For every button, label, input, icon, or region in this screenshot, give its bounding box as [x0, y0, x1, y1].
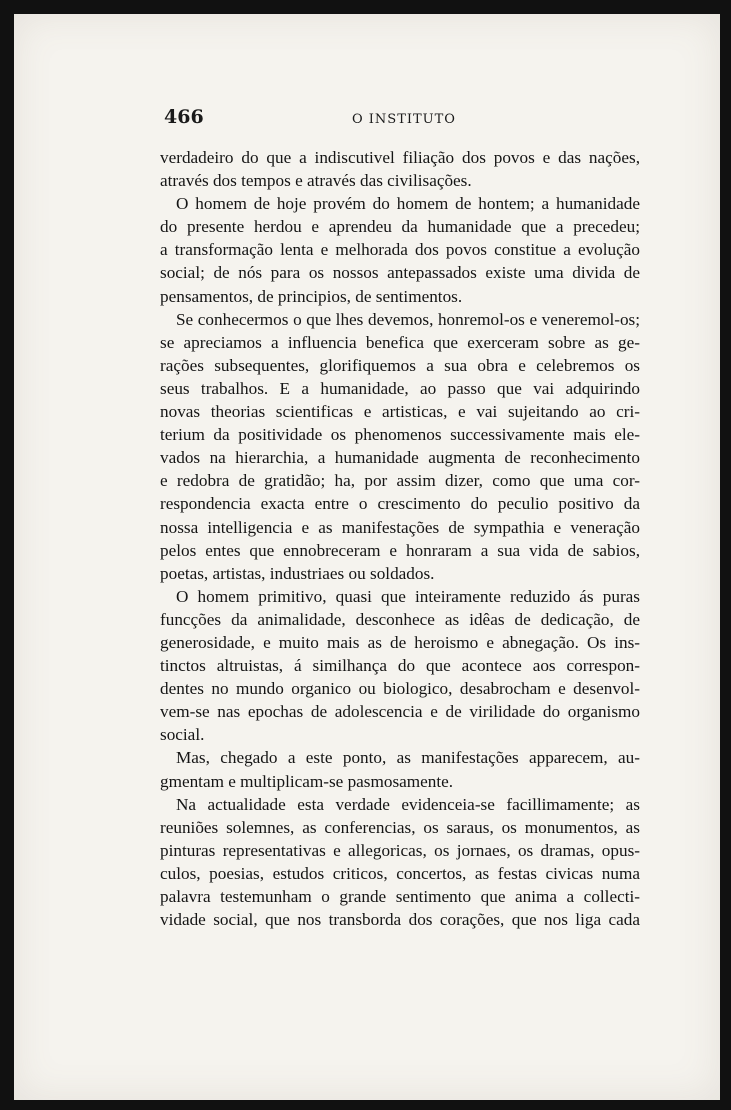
text-line: seus trabalhos. E a humanidade, ao passo que vai adquirindo — [160, 378, 640, 398]
text-line: tinctos altruistas, á similhança do que acontece aos correspon- — [160, 656, 640, 676]
text-line: O homem primitivo, quasi que inteiramente reduzido ás puras — [176, 586, 640, 606]
text-line: terium da positividade os phenomenos successivamente mais ele- — [160, 425, 640, 445]
text-line: Na actualidade esta verdade evidenceia-se facillimamente; as — [176, 794, 640, 814]
text-line: funcções da animalidade, desconhece as idêas de dedicação, de — [160, 609, 640, 629]
paragraph — [160, 308, 640, 585]
text-line: dentes no mundo organico ou biologico, desabrocham e desenvol- — [160, 679, 640, 699]
text-line: rações subsequentes, glorifiquemos a sua obra e celebremos os — [160, 355, 640, 375]
book-page — [14, 14, 720, 1100]
text-line: social; de nós para os nossos antepassados existe uma divida de — [160, 263, 640, 283]
text-line: culos, poesias, estudos criticos, concertos, as festas civicas numa — [160, 863, 640, 883]
text-line: vados na hierarchia, a humanidade augmenta de reconhecimento — [160, 448, 640, 468]
text-line: vem-se nas epochas de adolescencia e de virilidade do organismo — [160, 702, 640, 722]
text-line: pensamentos, de principios, de sentimentos. — [160, 286, 463, 306]
text-line: social. — [160, 725, 205, 745]
page-number: 466 — [164, 106, 204, 128]
text-line: pelos entes que ennobreceram e honraram a sua vida de sabios, — [160, 540, 640, 560]
text-line: através dos tempos e através das civilisações. — [160, 171, 472, 191]
text-line: respondencia exacta entre o crescimento do peculio positivo da — [160, 494, 640, 514]
text-line: a transformação lenta e melhorada dos povos constitue a evolução — [160, 240, 640, 260]
text-line: verdadeiro do que a indiscutivel filiação dos povos e das nações, — [160, 148, 640, 167]
paragraph — [160, 746, 640, 792]
text-line: generosidade, e muito mais as de heroismo e abnegação. Os ins- — [160, 632, 640, 652]
body-text — [160, 146, 640, 931]
paragraph — [160, 793, 640, 932]
paragraph — [160, 192, 640, 307]
text-line: gmentam e multiplicam-se pasmosamente. — [160, 771, 454, 791]
text-line: reuniões solemnes, as conferencias, os saraus, os monumentos, as — [160, 817, 640, 837]
text-line: poetas, artistas, industriaes ou soldados. — [160, 563, 435, 583]
paragraph — [160, 585, 640, 747]
text-line: Mas, chegado a este ponto, as manifestações apparecem, au- — [176, 748, 640, 768]
text-line: novas theorias scientificas e artisticas, e vai sujeitando ao cri- — [160, 402, 640, 422]
page-header — [164, 106, 644, 134]
text-line: nossa intelligencia e as manifestações de sympathia e veneração — [160, 517, 640, 537]
text-line: vidade social, que nos transborda dos corações, que nos liga cada — [160, 910, 640, 930]
text-line: e redobra de gratidão; ha, por assim dizer, como que uma cor- — [160, 471, 640, 491]
text-line: O homem de hoje provém do homem de hontem; a humanidade — [176, 194, 640, 214]
running-title: O INSTITUTO — [352, 112, 456, 127]
text-line: palavra testemunham o grande sentimento que anima a collecti- — [160, 887, 640, 906]
text-line: do presente herdou e aprendeu da humanidade que a precedeu; — [160, 217, 640, 237]
paragraph-continuation — [160, 146, 640, 192]
text-line: se apreciamos a influencia benefica que exerceram sobre as ge- — [160, 332, 640, 352]
text-line: pinturas representativas e allegoricas, os jornaes, os dramas, opus- — [160, 840, 640, 860]
text-line: Se conhecermos o que lhes devemos, honremol-os e veneremol-os; — [176, 309, 640, 329]
